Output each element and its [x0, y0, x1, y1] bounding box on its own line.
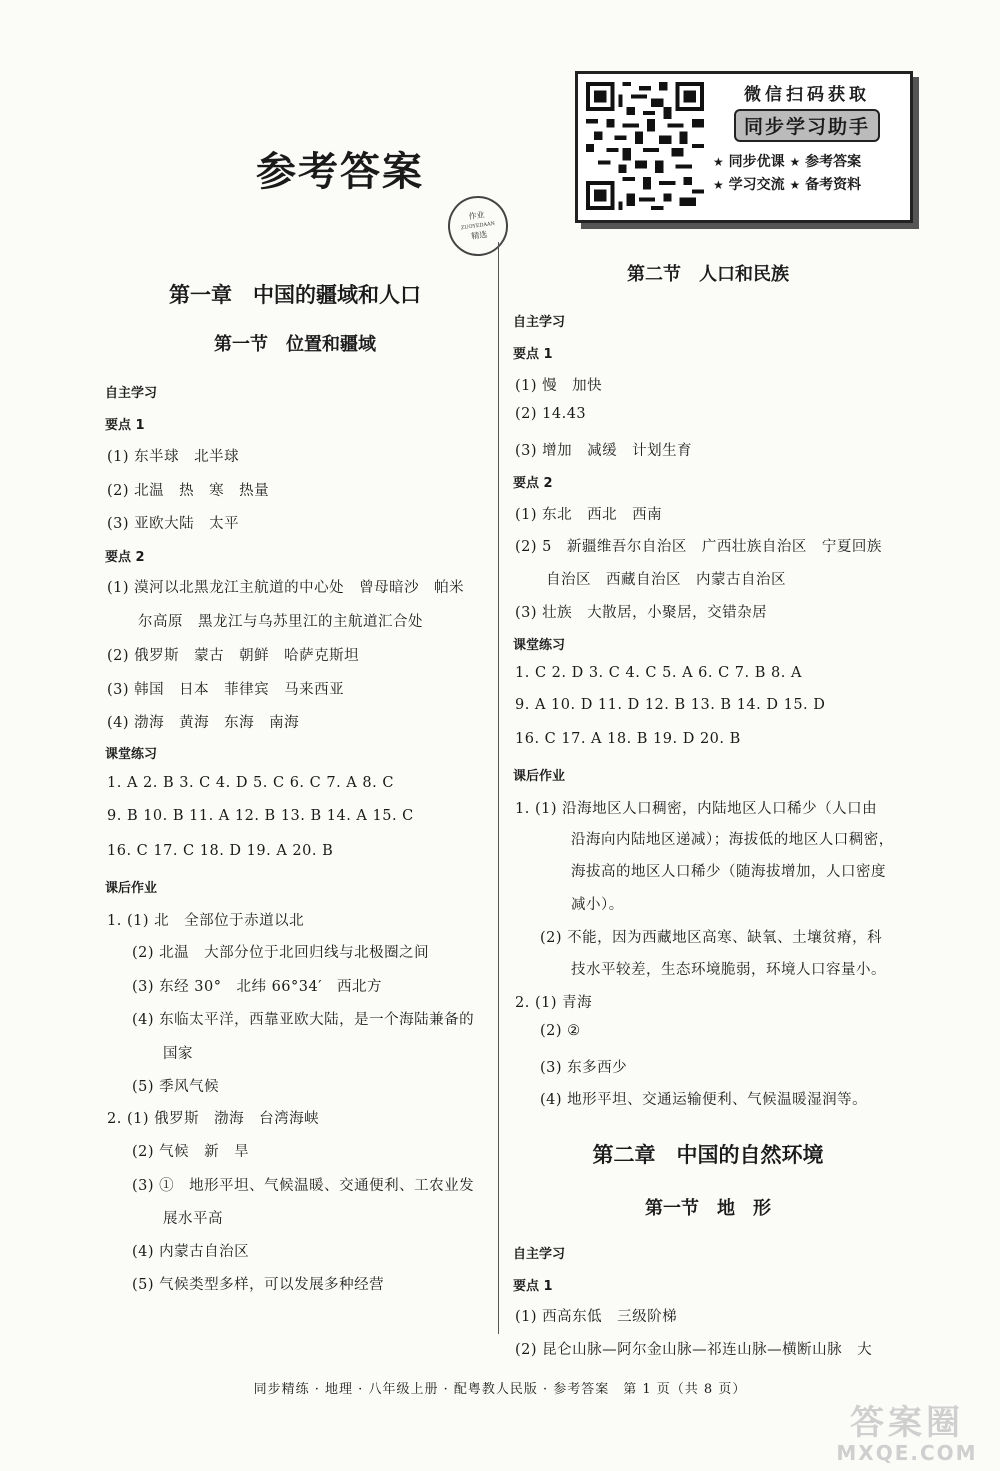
qr-feature-row-2	[711, 174, 903, 194]
answer-line: 2. (1) 俄罗斯 渤海 台湾海峡	[107, 1111, 320, 1127]
subheading-ketang: 课堂练习	[513, 638, 566, 653]
subheading-kehou: 课后作业	[513, 769, 566, 784]
page-title: 参考答案	[256, 149, 424, 195]
answer-line: (5) 季风气候	[132, 1079, 220, 1095]
stamp-seal	[444, 192, 512, 260]
stamp-text-2: ZUOYEDAAN	[460, 220, 496, 232]
subheading-zizhu: 自主学习	[513, 1247, 566, 1262]
watermark-text-top: 答案圈	[850, 1403, 964, 1443]
answer-line: 国家	[163, 1046, 193, 1062]
subheading-yaodian-2: 要点 2	[105, 550, 145, 565]
answer-line: (1) 东半球 北半球	[107, 449, 240, 465]
answer-line: (3) ① 地形平坦、气候温暖、交通便利、工农业发	[132, 1178, 475, 1194]
answer-line: (3) 韩国 日本 菲律宾 马来西亚	[107, 682, 345, 698]
answer-line: (3) 亚欧大陆 太平	[107, 516, 240, 532]
answer-line: (2) 俄罗斯 蒙古 朝鲜 哈萨克斯坦	[107, 648, 360, 664]
answer-line: 1. (1) 沿海地区人口稠密，内陆地区人口稀少（人口由	[515, 801, 878, 817]
answer-line: 9. A 10. D 11. D 12. B 13. B 14. D 15. D	[515, 697, 826, 713]
stamp-text-1: 作业	[467, 210, 486, 222]
qr-code-icon[interactable]	[586, 82, 704, 210]
subheading-kehou: 课后作业	[105, 881, 158, 896]
qr-feature-answers: 参考答案	[805, 154, 862, 170]
answer-line: (2) 5 新疆维吾尔自治区 广西壮族自治区 宁夏回族	[515, 539, 882, 555]
qr-feature-course: 同步优课	[728, 154, 785, 170]
answer-line: (5) 气候类型多样，可以发展多种经营	[132, 1277, 385, 1293]
star-icon: ★	[713, 178, 724, 192]
answer-line: (4) 地形平坦、交通运输便利、气候温暖湿润等。	[540, 1092, 868, 1108]
subheading-yaodian-1: 要点 1	[105, 418, 145, 433]
qr-feature-exchange: 学习交流	[728, 177, 785, 193]
answer-line: 沿海向内陆地区递减）；海拔低的地区人口稠密，	[571, 832, 894, 848]
answer-line: 16. C 17. C 18. D 19. A 20. B	[107, 843, 334, 859]
subheading-yaodian-1: 要点 1	[513, 347, 553, 362]
qr-text-panel	[711, 80, 903, 197]
answer-line: 2. (1) 青海	[515, 995, 593, 1011]
answer-line: (3) 东经 30° 北纬 66°34′ 西北方	[132, 979, 383, 995]
section-heading: 第一节 位置和疆域	[214, 334, 376, 355]
qr-feature-row-1	[711, 151, 903, 171]
answer-line: (2) 昆仑山脉—阿尔金山脉—祁连山脉—横断山脉 大	[515, 1342, 873, 1358]
answer-line: (2) ②	[540, 1023, 581, 1039]
answer-line: (1) 西高东低 三级阶梯	[515, 1309, 678, 1325]
qr-promo-box[interactable]	[575, 71, 913, 223]
qr-feature-materials: 备考资料	[805, 177, 862, 193]
subheading-zizhu: 自主学习	[105, 386, 158, 401]
answer-line: (4) 东临太平洋，西靠亚欧大陆，是一个海陆兼备的	[132, 1012, 475, 1028]
subheading-yaodian-2: 要点 2	[513, 476, 553, 491]
answer-line: 1. (1) 北 全部位于赤道以北	[107, 913, 305, 929]
answer-line: (2) 14.43	[515, 406, 587, 422]
subheading-ketang: 课堂练习	[105, 747, 158, 762]
column-divider	[498, 242, 499, 1334]
chapter-heading: 第一章 中国的疆域和人口	[169, 283, 421, 307]
answer-line: (3) 东多西少	[540, 1060, 628, 1076]
answer-line: 海拔高的地区人口稀少（随海拔增加，人口密度	[571, 864, 886, 880]
answer-line: (2) 北温 大部分位于北回归线与北极圈之间	[132, 945, 430, 961]
watermark-logo	[822, 1404, 992, 1466]
answer-line: (2) 气候 新 旱	[132, 1144, 250, 1160]
star-icon: ★	[713, 155, 724, 169]
answer-line: (2) 不能，因为西藏地区高寒、缺氧、土壤贫瘠，科	[540, 930, 883, 946]
answer-line: 9. B 10. B 11. A 12. B 13. B 14. A 15. C	[107, 808, 414, 824]
page-footer: 同步精练 · 地理 · 八年级上册 · 配粤教人民版 · 参考答案 第 1 页（共 8 页）	[253, 1382, 747, 1397]
answer-line: 减小）。	[571, 897, 624, 913]
answer-line: 尔高原 黑龙江与乌苏里江的主航道汇合处	[138, 614, 423, 630]
answer-line: 1. A 2. B 3. C 4. D 5. C 6. C 7. A 8. C	[107, 775, 394, 791]
answer-line: (2) 北温 热 寒 热量	[107, 483, 270, 499]
chapter-heading: 第二章 中国的自然环境	[592, 1143, 824, 1167]
section-heading: 第二节 人口和民族	[627, 264, 789, 285]
watermark-text-bottom: MXQE.COM	[836, 1441, 978, 1465]
answer-line: (3) 增加 减缓 计划生育	[515, 443, 693, 459]
section-heading: 第一节 地 形	[645, 1198, 771, 1219]
answer-line: (4) 内蒙古自治区	[132, 1244, 250, 1260]
answer-line: 1. C 2. D 3. C 4. C 5. A 6. C 7. B 8. A	[515, 665, 802, 681]
answer-line: 自治区 西藏自治区 内蒙古自治区	[546, 572, 786, 588]
answer-line: (1) 东北 西北 西南	[515, 507, 663, 523]
star-icon: ★	[789, 155, 801, 169]
answer-line: 16. C 17. A 18. B 19. D 20. B	[515, 731, 741, 747]
answer-line: (1) 漠河以北黑龙江主航道的中心处 曾母暗沙 帕米	[107, 580, 465, 596]
answer-line: (3) 壮族 大散居，小聚居，交错杂居	[515, 605, 768, 621]
answer-line: (4) 渤海 黄海 东海 南海	[107, 715, 300, 731]
subheading-zizhu: 自主学习	[513, 315, 566, 330]
answer-line: (1) 慢 加快	[515, 378, 603, 394]
stamp-text-3: 精选	[470, 229, 488, 241]
qr-scan-label: 微信扫码获取	[744, 85, 870, 105]
answer-line: 技水平较差，生态环境脆弱，环境人口容量小。	[571, 962, 886, 978]
qr-helper-badge[interactable]: 同步学习助手	[734, 109, 880, 142]
star-icon: ★	[789, 178, 801, 192]
subheading-yaodian-1: 要点 1	[513, 1279, 553, 1294]
answer-line: 展水平高	[163, 1211, 223, 1227]
